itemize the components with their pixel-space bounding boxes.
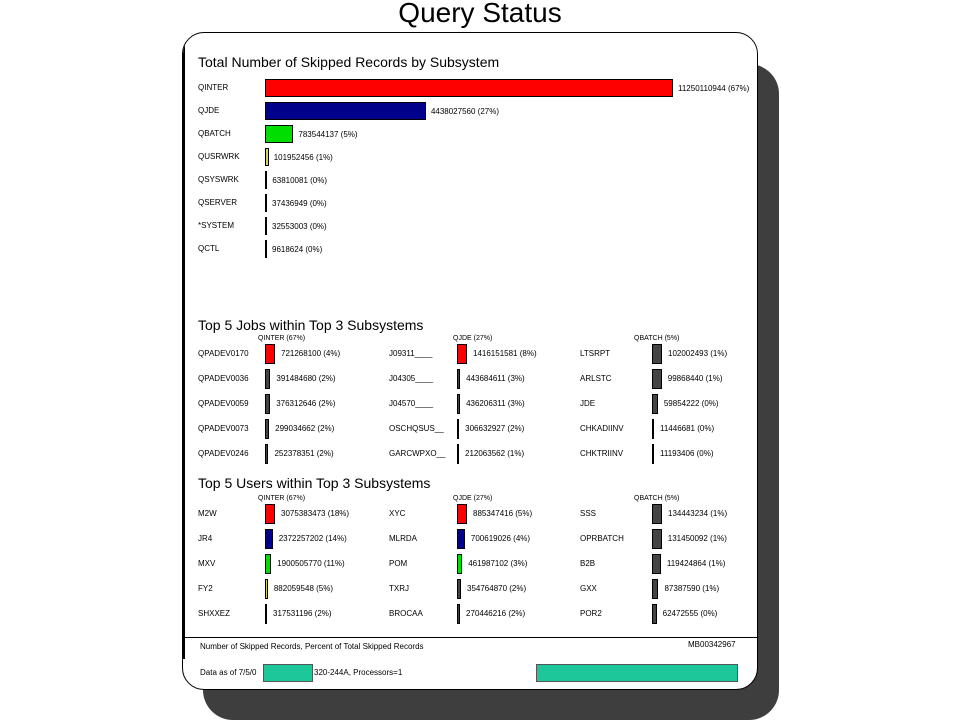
subsystem-chart-title: Total Number of Skipped Records by Subsystem [198, 54, 500, 70]
category-label: QBATCH [198, 129, 231, 138]
data-label: 131450092 (1%) [667, 534, 727, 543]
bar [457, 394, 460, 414]
category-label: QSERVER [198, 198, 237, 207]
data-label: 391484680 (2%) [276, 374, 336, 383]
data-label: 354764870 (2%) [467, 584, 527, 593]
category-label: QPADEV0036 [198, 374, 249, 383]
data-label: 252378351 (2%) [274, 449, 334, 458]
data-label: 101952456 (1%) [273, 153, 333, 162]
group-header: QINTER (67%) [258, 335, 306, 342]
bar [457, 369, 460, 389]
data-label: 885347416 (5%) [473, 509, 533, 518]
data-label: 37436949 (0%) [272, 199, 327, 208]
category-label: OPRBATCH [580, 534, 624, 543]
bar [265, 554, 271, 574]
bar [652, 604, 657, 624]
data-label: 882059548 (5%) [273, 584, 334, 593]
category-label: GXX [580, 584, 597, 593]
category-label: SHXXEZ [198, 609, 231, 618]
redaction-block [536, 664, 738, 682]
data-label: 436206311 (3%) [466, 399, 525, 408]
bar [652, 504, 662, 524]
legend-note: Number of Skipped Records, Percent of Total Skipped Records [200, 642, 424, 651]
data-label: 32553003 (0%) [272, 222, 327, 231]
report-id: MB00342967 [688, 640, 736, 649]
bar [652, 529, 662, 549]
bar [265, 394, 270, 414]
bar [265, 171, 267, 189]
group-header: QINTER (67%) [258, 495, 306, 502]
data-label: 87387590 (1%) [664, 584, 720, 593]
data-label: 721268100 (4%) [281, 349, 341, 358]
category-label: J09311____ [389, 349, 433, 358]
category-label: GARCWPXO__ [389, 449, 446, 458]
data-label: 11446681 (0%) [660, 424, 715, 433]
category-label: OSCHQSUS__ [389, 424, 444, 433]
bar [457, 344, 467, 364]
bar [265, 369, 270, 389]
data-label: 783544137 (5%) [298, 130, 358, 139]
bar [265, 79, 673, 97]
category-label: *SYSTEM [198, 221, 235, 230]
category-label: M2W [198, 509, 217, 518]
category-label: JDE [580, 399, 596, 408]
bar [265, 579, 268, 599]
bar [652, 554, 661, 574]
category-label: TXRJ [389, 584, 409, 593]
data-label: 2372257202 (14%) [278, 534, 347, 543]
category-label: QPADEV0073 [198, 424, 249, 433]
bar [652, 444, 654, 464]
category-label: QPADEV0059 [198, 399, 249, 408]
bar [265, 419, 269, 439]
category-label: J04305____ [389, 374, 434, 383]
data-label: 270446216 (2%) [466, 609, 526, 618]
bar [265, 240, 267, 258]
data-label: 119424864 (1%) [666, 559, 726, 568]
category-label: ARLSTC [580, 374, 612, 383]
category-label: LTSRPT [580, 349, 611, 358]
data-as-of-prefix: Data as of 7/5/0 [200, 668, 257, 677]
bar [265, 148, 269, 166]
category-label: MLRDA [389, 534, 418, 543]
bar [652, 579, 658, 599]
data-label: 376312646 (2%) [276, 399, 336, 408]
bar [265, 344, 275, 364]
bar [457, 419, 459, 439]
data-label: 443684611 (3%) [466, 374, 525, 383]
bar [265, 529, 273, 549]
data-label: 62472555 (0%) [662, 609, 718, 618]
data-label: 11250110944 (67%) [678, 84, 750, 93]
bar [652, 344, 662, 364]
data-label: 9618624 (0%) [272, 245, 323, 254]
footer-divider [183, 637, 757, 638]
data-label: 63810081 (0%) [272, 176, 328, 185]
category-label: B2B [580, 559, 596, 568]
data-label: 306632927 (2%) [465, 424, 525, 433]
bar [457, 444, 459, 464]
category-label: QINTER [198, 83, 229, 92]
data-label: 99868440 (1%) [667, 374, 723, 383]
data-label: 59854222 (0%) [663, 399, 719, 408]
category-label: CHKADIINV [580, 424, 624, 433]
bar [265, 125, 293, 143]
category-label: BROCAA [389, 609, 423, 618]
group-header: QJDE (27%) [453, 335, 493, 342]
bar [265, 217, 267, 235]
group-header: QJDE (27%) [453, 495, 493, 502]
category-label: J04570____ [389, 399, 434, 408]
category-label: JR4 [198, 534, 213, 543]
category-label: XYC [389, 509, 406, 518]
data-label: 212063562 (1%) [465, 449, 525, 458]
jobs-chart-title: Top 5 Jobs within Top 3 Subsystems [198, 317, 424, 333]
category-label: FY2 [198, 584, 213, 593]
bar [457, 604, 460, 624]
report-card [182, 32, 758, 690]
data-label: 461987102 (3%) [468, 559, 528, 568]
bar [265, 444, 268, 464]
data-label: 299034662 (2%) [275, 424, 335, 433]
bar [457, 504, 467, 524]
category-label: QUSRWRK [198, 152, 240, 161]
left-rule [183, 33, 185, 659]
data-label: 4438027560 (27%) [430, 107, 499, 116]
data-label: 700619026 (4%) [470, 534, 531, 543]
data-label: 317531196 (2%) [273, 609, 332, 618]
category-label: CHKTRIINV [580, 449, 624, 458]
bar [457, 579, 461, 599]
category-label: POR2 [580, 609, 602, 618]
category-label: QCTL [198, 244, 220, 253]
bar [457, 529, 465, 549]
redaction-block [263, 664, 313, 682]
bar [457, 554, 462, 574]
users-chart-title: Top 5 Users within Top 3 Subsystems [198, 475, 431, 491]
page-title: Query Status [398, 0, 562, 28]
category-label: QSYSWRK [198, 175, 239, 184]
bar [652, 419, 654, 439]
category-label: QPADEV0170 [198, 349, 249, 358]
bar [265, 604, 267, 624]
bar [265, 102, 426, 120]
category-label: POM [389, 559, 408, 568]
group-header: QBATCH (5%) [634, 335, 680, 342]
data-label: 1416151581 (8%) [473, 349, 537, 358]
data-as-of-suffix: 320-244A, Processors=1 [314, 668, 403, 677]
data-label: 11193406 (0%) [660, 449, 714, 458]
category-label: QPADEV0246 [198, 449, 249, 458]
data-label: 102002493 (1%) [668, 349, 728, 358]
bar [265, 194, 267, 212]
data-label: 3075383473 (18%) [281, 509, 350, 518]
data-label: 1900505770 (11%) [277, 559, 345, 568]
category-label: MXV [198, 559, 216, 568]
bar [265, 504, 275, 524]
bar [652, 369, 662, 389]
category-label: QJDE [198, 106, 220, 115]
data-label: 134443234 (1%) [668, 509, 728, 518]
category-label: SSS [580, 509, 597, 518]
bar [652, 394, 658, 414]
group-header: QBATCH (5%) [634, 495, 680, 502]
